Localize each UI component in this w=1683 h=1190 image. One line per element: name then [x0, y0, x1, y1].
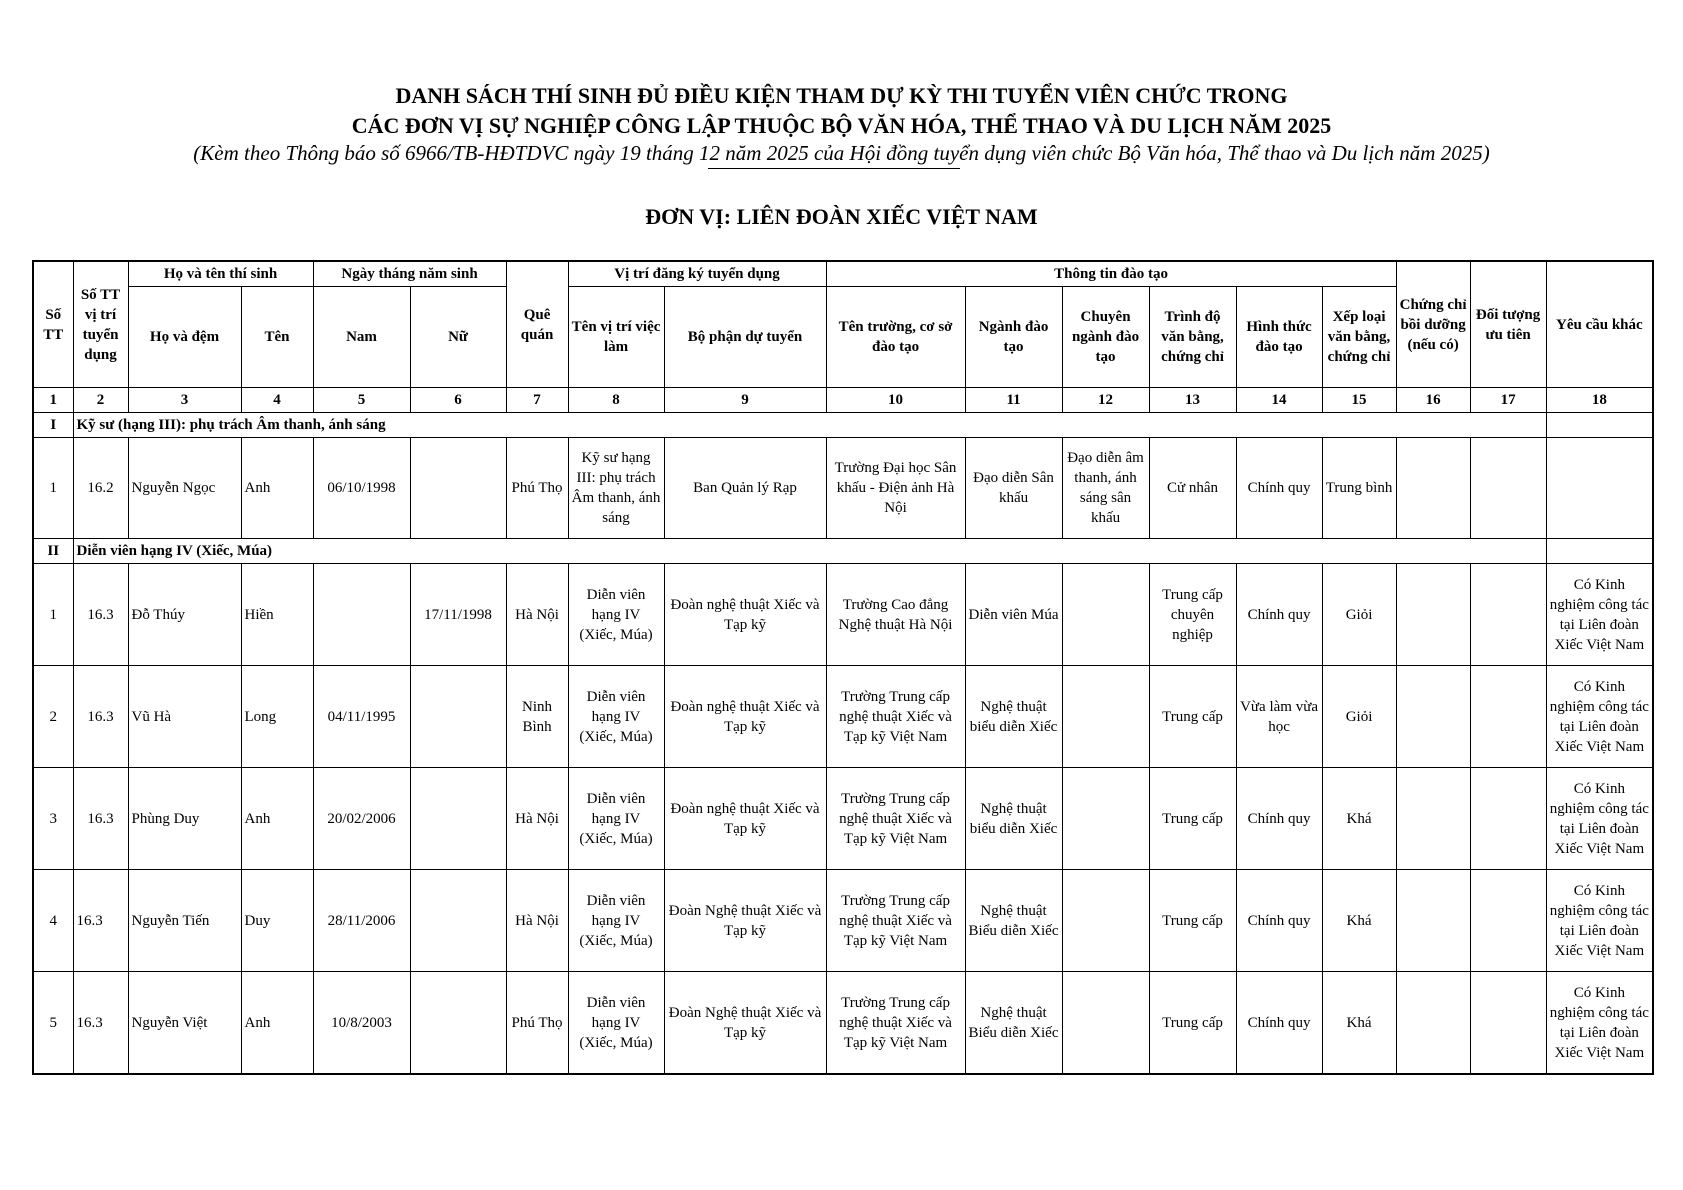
cell-first-name: Anh [241, 438, 313, 539]
cell-hometown: Phú Thọ [506, 972, 568, 1075]
cell-department: Đoàn nghệ thuật Xiếc và Tạp kỹ [664, 666, 826, 768]
cell-major: Diễn viên Múa [965, 564, 1062, 666]
cell-first-name: Hiền [241, 564, 313, 666]
cell-specialization: Đạo diễn âm thanh, ánh sáng sân khấu [1062, 438, 1149, 539]
cell-priority [1470, 870, 1546, 972]
cell-degree-level: Cử nhân [1149, 438, 1236, 539]
cell-stt: 4 [33, 870, 73, 972]
cell-female [410, 870, 506, 972]
cell-school: Trường Trung cấp nghệ thuật Xiếc và Tạp kỹ Việt Nam [826, 870, 965, 972]
cell-degree-level: Trung cấp [1149, 666, 1236, 768]
column-number: 9 [664, 388, 826, 413]
header-other: Yêu cầu khác [1546, 261, 1653, 388]
column-number: 3 [128, 388, 241, 413]
column-number: 8 [568, 388, 664, 413]
document-title-line2: CÁC ĐƠN VỊ SỰ NGHIỆP CÔNG LẬP THUỘC BỘ VĂN HÓA, THỂ THAO VÀ DU LỊCH NĂM 2025 [351, 113, 1332, 138]
header-department: Bộ phận dự tuyển [664, 287, 826, 388]
cell-female [410, 438, 506, 539]
cell-degree-level: Trung cấp [1149, 972, 1236, 1075]
cell-certificate [1396, 564, 1470, 666]
cell-department: Đoàn nghệ thuật Xiếc và Tạp kỹ [664, 564, 826, 666]
cell-certificate [1396, 666, 1470, 768]
column-number: 7 [506, 388, 568, 413]
header-position-no: Số TT vị trí tuyển dụng [73, 261, 128, 388]
cell-specialization [1062, 768, 1149, 870]
header-specialization: Chuyên ngành đào tạo [1062, 287, 1149, 388]
table-row [33, 438, 1653, 539]
cell-job-title: Diễn viên hạng IV (Xiếc, Múa) [568, 768, 664, 870]
cell-other: Có Kinh nghiệm công tác tại Liên đoàn Xiếc Việt Nam [1546, 870, 1653, 972]
table-row [33, 870, 1653, 972]
cell-certificate [1396, 768, 1470, 870]
header-dob: Ngày tháng năm sinh [313, 261, 506, 287]
section-title: Kỹ sư (hạng III): phụ trách Âm thanh, ánh sáng [73, 413, 1546, 438]
header-male: Nam [313, 287, 410, 388]
cell-hometown: Phú Thọ [506, 438, 568, 539]
header-priority: Đối tượng ưu tiên [1470, 261, 1546, 388]
header-degree-level: Trình độ văn bằng, chứng chỉ [1149, 287, 1236, 388]
cell [1546, 413, 1653, 438]
candidate-table [32, 260, 1654, 1075]
divider [708, 168, 960, 169]
cell-school: Trường Trung cấp nghệ thuật Xiếc và Tạp kỹ Việt Nam [826, 666, 965, 768]
section-number: I [33, 413, 73, 438]
cell-department: Ban Quản lý Rạp [664, 438, 826, 539]
cell-position-no: 16.3 [73, 564, 128, 666]
column-number: 1 [33, 388, 73, 413]
cell-department: Đoàn nghệ thuật Xiếc và Tạp kỹ [664, 768, 826, 870]
column-number: 18 [1546, 388, 1653, 413]
header-fullname: Họ và tên thí sinh [128, 261, 313, 287]
document-title-line1: DANH SÁCH THÍ SINH ĐỦ ĐIỀU KIỆN THAM DỰ KỲ THI TUYỂN VIÊN CHỨC TRONG [395, 83, 1288, 108]
header-first-name: Tên [241, 287, 313, 388]
cell-male: 06/10/1998 [313, 438, 410, 539]
cell-first-name: Duy [241, 870, 313, 972]
header-major: Ngành đào tạo [965, 287, 1062, 388]
header-position: Vị trí đăng ký tuyển dụng [568, 261, 826, 287]
cell-hometown: Hà Nội [506, 768, 568, 870]
column-number: 11 [965, 388, 1062, 413]
cell-middle-name: Nguyễn Ngọc [128, 438, 241, 539]
cell-major: Nghệ thuật biểu diễn Xiếc [965, 666, 1062, 768]
cell-mode: Chính quy [1236, 870, 1322, 972]
cell-female [410, 972, 506, 1075]
cell-certificate [1396, 972, 1470, 1075]
cell-male: 10/8/2003 [313, 972, 410, 1075]
cell-specialization [1062, 666, 1149, 768]
cell-other: Có Kinh nghiệm công tác tại Liên đoàn Xiếc Việt Nam [1546, 972, 1653, 1075]
cell-position-no: 16.3 [73, 972, 128, 1075]
cell-first-name: Anh [241, 768, 313, 870]
header-hometown: Quê quán [506, 261, 568, 388]
cell-female [410, 768, 506, 870]
cell-middle-name: Vũ Hà [128, 666, 241, 768]
cell-stt: 1 [33, 564, 73, 666]
cell-middle-name: Phùng Duy [128, 768, 241, 870]
column-number: 10 [826, 388, 965, 413]
cell-school: Trường Đại học Sân khấu - Điện ảnh Hà Nội [826, 438, 965, 539]
header-mode: Hình thức đào tạo [1236, 287, 1322, 388]
cell-department: Đoàn Nghệ thuật Xiếc và Tạp kỹ [664, 972, 826, 1075]
cell-female: 17/11/1998 [410, 564, 506, 666]
header-stt: Số TT [33, 261, 73, 388]
cell-mode: Chính quy [1236, 768, 1322, 870]
cell-stt: 2 [33, 666, 73, 768]
header-job-title: Tên vị trí việc làm [568, 287, 664, 388]
cell-first-name: Anh [241, 972, 313, 1075]
cell-female [410, 666, 506, 768]
section-row [33, 539, 1653, 564]
column-number: 13 [1149, 388, 1236, 413]
table-row [33, 564, 1653, 666]
header-school: Tên trường, cơ sở đào tạo [826, 287, 965, 388]
table-row [33, 768, 1653, 870]
cell-middle-name: Đỗ Thúy [128, 564, 241, 666]
cell-priority [1470, 972, 1546, 1075]
cell-other: Có Kinh nghiệm công tác tại Liên đoàn Xiếc Việt Nam [1546, 768, 1653, 870]
cell-major: Nghệ thuật biểu diễn Xiếc [965, 768, 1062, 870]
section-number: II [33, 539, 73, 564]
cell-priority [1470, 438, 1546, 539]
cell-other [1546, 438, 1653, 539]
cell-position-no: 16.3 [73, 870, 128, 972]
cell-major: Nghệ thuật Biểu diễn Xiếc [965, 870, 1062, 972]
column-number: 16 [1396, 388, 1470, 413]
cell-degree-level: Trung cấp [1149, 870, 1236, 972]
cell-hometown: Hà Nội [506, 870, 568, 972]
cell-job-title: Diễn viên hạng IV (Xiếc, Múa) [568, 564, 664, 666]
cell-mode: Chính quy [1236, 972, 1322, 1075]
cell-department: Đoàn Nghệ thuật Xiếc và Tạp kỹ [664, 870, 826, 972]
column-number: 5 [313, 388, 410, 413]
cell-position-no: 16.3 [73, 666, 128, 768]
cell-specialization [1062, 564, 1149, 666]
cell-grade: Trung bình [1322, 438, 1396, 539]
cell-position-no: 16.3 [73, 768, 128, 870]
cell-job-title: Diễn viên hạng IV (Xiếc, Múa) [568, 870, 664, 972]
unit-heading: ĐƠN VỊ: LIÊN ĐOÀN XIẾC VIỆT NAM [645, 204, 1038, 229]
column-number: 17 [1470, 388, 1546, 413]
section-row [33, 413, 1653, 438]
cell-grade: Khá [1322, 768, 1396, 870]
cell-male: 20/02/2006 [313, 768, 410, 870]
column-number: 6 [410, 388, 506, 413]
cell-certificate [1396, 870, 1470, 972]
cell-specialization [1062, 972, 1149, 1075]
cell-male: 28/11/2006 [313, 870, 410, 972]
cell-hometown: Hà Nội [506, 564, 568, 666]
cell-degree-level: Trung cấp [1149, 768, 1236, 870]
cell-stt: 1 [33, 438, 73, 539]
cell-male: 04/11/1995 [313, 666, 410, 768]
cell-grade: Giỏi [1322, 564, 1396, 666]
cell-male [313, 564, 410, 666]
column-number: 2 [73, 388, 128, 413]
column-number: 14 [1236, 388, 1322, 413]
cell-grade: Giỏi [1322, 666, 1396, 768]
column-number: 4 [241, 388, 313, 413]
cell-other: Có Kinh nghiệm công tác tại Liên đoàn Xiếc Việt Nam [1546, 564, 1653, 666]
column-number-row [33, 388, 1653, 413]
cell-degree-level: Trung cấp chuyên nghiệp [1149, 564, 1236, 666]
column-number: 12 [1062, 388, 1149, 413]
cell-priority [1470, 564, 1546, 666]
cell-mode: Chính quy [1236, 564, 1322, 666]
cell-mode: Vừa làm vừa học [1236, 666, 1322, 768]
cell-school: Trường Cao đẳng Nghệ thuật Hà Nội [826, 564, 965, 666]
cell-mode: Chính quy [1236, 438, 1322, 539]
cell-stt: 5 [33, 972, 73, 1075]
header-training: Thông tin đào tạo [826, 261, 1396, 287]
header-certificate: Chứng chỉ bồi dưỡng (nếu có) [1396, 261, 1470, 388]
cell [1546, 539, 1653, 564]
cell-middle-name: Nguyễn Việt [128, 972, 241, 1075]
header-middle-name: Họ và đệm [128, 287, 241, 388]
cell-major: Đạo diễn Sân khấu [965, 438, 1062, 539]
column-number: 15 [1322, 388, 1396, 413]
cell-major: Nghệ thuật Biểu diễn Xiếc [965, 972, 1062, 1075]
cell-middle-name: Nguyễn Tiến [128, 870, 241, 972]
cell-school: Trường Trung cấp nghệ thuật Xiếc và Tạp kỹ Việt Nam [826, 768, 965, 870]
header-female: Nữ [410, 287, 506, 388]
cell-job-title: Diễn viên hạng IV (Xiếc, Múa) [568, 972, 664, 1075]
table-row [33, 972, 1653, 1075]
cell-grade: Khá [1322, 972, 1396, 1075]
cell-job-title: Kỹ sư hạng III: phụ trách Âm thanh, ánh sáng [568, 438, 664, 539]
cell-grade: Khá [1322, 870, 1396, 972]
cell-first-name: Long [241, 666, 313, 768]
cell-position-no: 16.2 [73, 438, 128, 539]
cell-priority [1470, 768, 1546, 870]
cell-hometown: Ninh Bình [506, 666, 568, 768]
section-title: Diễn viên hạng IV (Xiếc, Múa) [73, 539, 1546, 564]
header-grade: Xếp loại văn bằng, chứng chỉ [1322, 287, 1396, 388]
table-row [33, 666, 1653, 768]
document-subtitle: (Kèm theo Thông báo số 6966/TB-HĐTDVC ngày 19 tháng 12 năm 2025 của Hội đồng tuyển dụng viên chức Bộ Văn hóa, Thể thao và Du lịch năm 2025) [193, 141, 1490, 165]
cell-specialization [1062, 870, 1149, 972]
cell-other: Có Kinh nghiệm công tác tại Liên đoàn Xiếc Việt Nam [1546, 666, 1653, 768]
cell-job-title: Diễn viên hạng IV (Xiếc, Múa) [568, 666, 664, 768]
cell-certificate [1396, 438, 1470, 539]
cell-priority [1470, 666, 1546, 768]
cell-stt: 3 [33, 768, 73, 870]
cell-school: Trường Trung cấp nghệ thuật Xiếc và Tạp kỹ Việt Nam [826, 972, 965, 1075]
